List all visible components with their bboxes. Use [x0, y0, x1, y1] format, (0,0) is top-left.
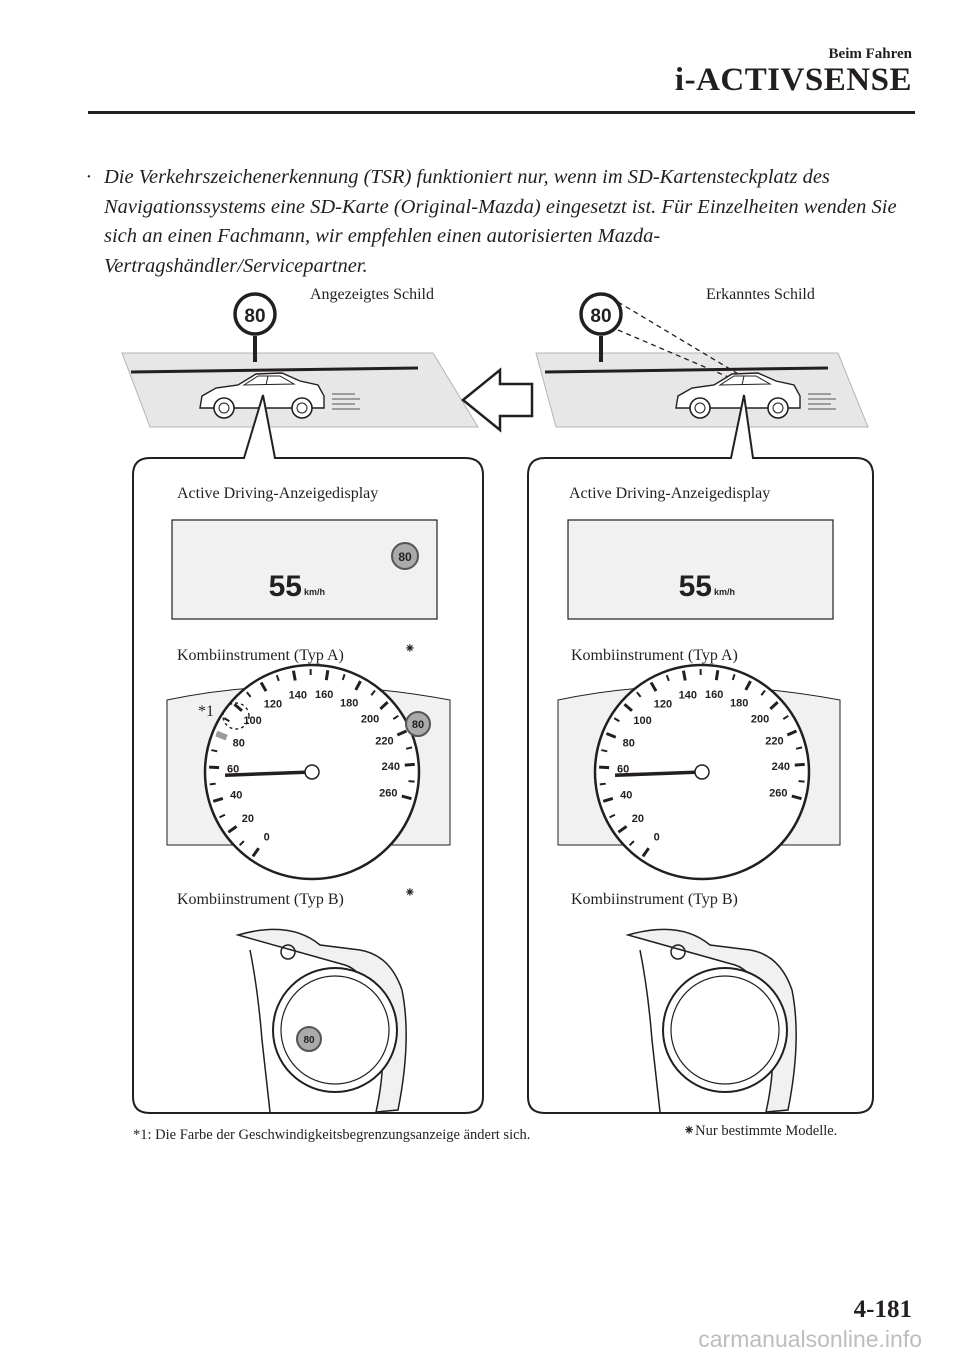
gauge-tick-label: 80 — [622, 737, 635, 750]
gauge-tick-label: 160 — [704, 688, 724, 701]
footnote-models — [683, 1123, 837, 1140]
gauge-tick-label: 220 — [375, 735, 394, 748]
right-speedometer — [595, 665, 809, 879]
gauge-tick-label: 200 — [360, 713, 380, 726]
gauge-tick — [795, 764, 805, 765]
gauge-tick-label: 40 — [620, 789, 633, 802]
footnote-star: ⁕ — [683, 1123, 696, 1139]
gauge-tick — [799, 781, 805, 782]
section-heading: Beim Fahren — [828, 46, 912, 62]
gauge-tick-label: 240 — [771, 761, 790, 774]
gauge-tick — [409, 781, 415, 782]
left-cluster-a-star: ⁕ — [404, 642, 416, 657]
watermark: carmanualsonline.info — [698, 1326, 922, 1352]
gauge-tick-label: 0 — [263, 831, 270, 844]
gauge-tick-label: 80 — [232, 737, 245, 750]
left-display-sign-text: 80 — [398, 550, 412, 564]
bullet-text: Die Verkehrszeichenerkennung (TSR) funktioniert nur, wenn im SD-Kartensteckplatz des Navigationssystems eine SD-Karte (Original-Mazda) eingesetzt ist. Für Einzelheiten wenden Sie sich an einen Fachmann, wir empfehlen einen autorisierten Mazda-Vertragshändler/Servicepartner. — [104, 166, 897, 277]
gauge-tick-label: 140 — [678, 689, 697, 702]
gauge-tick — [210, 784, 216, 785]
gauge-tick-label: 60 — [226, 763, 240, 776]
right-cluster-a-label: Kombiinstrument (Typ A) — [571, 647, 738, 664]
gauge-tick — [601, 750, 607, 751]
right-sign-text: 80 — [590, 306, 612, 327]
gauge-tick-label: 120 — [653, 698, 673, 711]
footnote-models-text: Nur bestimmte Modelle. — [695, 1123, 838, 1139]
right-speed-value: 55 — [678, 570, 712, 603]
gauge-tick-label: 240 — [381, 761, 400, 774]
left-active-display — [172, 520, 437, 619]
page-title: i-ACTIVSENSE — [674, 62, 912, 98]
gauge-tick-label: 160 — [314, 688, 334, 701]
left-cluster-b-label: Kombiinstrument (Typ B) — [177, 891, 344, 908]
left-cluster-b-star: ⁕ — [404, 886, 416, 901]
gauge-tick-label: 260 — [769, 787, 788, 800]
label-displayed-sign: Angezeigtes Schild — [310, 286, 434, 303]
gauge-tick — [716, 670, 718, 680]
gauge-tick-label: 220 — [765, 735, 784, 748]
gauge-tick — [405, 764, 415, 765]
left-cluster-sign-text: 80 — [411, 719, 425, 731]
gauge-tick-label: 180 — [730, 697, 749, 710]
gauge-tick-label: 260 — [379, 787, 398, 800]
left-display-label: Active Driving-Anzeigedisplay — [177, 485, 379, 502]
callout-1: *1 — [198, 703, 214, 720]
gauge-tick — [600, 784, 606, 785]
right-display-label: Active Driving-Anzeigedisplay — [569, 485, 771, 502]
gauge-tick-label: 20 — [241, 813, 255, 826]
footnote-color-change: *1: Die Farbe der Geschwindigkeitsbegrenzungsanzeige ändert sich. — [133, 1127, 531, 1143]
gauge-hub — [695, 765, 709, 779]
gauge-tick — [683, 671, 685, 681]
gauge-tick-label: 120 — [263, 698, 283, 711]
gauge-tick — [211, 750, 217, 751]
gauge-tick — [326, 670, 328, 680]
gauge-tick-label: 0 — [653, 831, 660, 844]
gauge-tick-label: 100 — [243, 715, 262, 728]
left-speed-value: 55 — [268, 570, 302, 603]
gauge-tick — [796, 747, 802, 748]
speed-limit-marker — [216, 734, 226, 738]
left-speed-unit: km/h — [304, 587, 326, 597]
bullet-dot: · — [86, 166, 92, 188]
gauge-tick-label: 60 — [616, 763, 630, 776]
gauge-tick-label: 200 — [750, 713, 770, 726]
cluster-b-sign-text: 80 — [303, 1035, 315, 1046]
gauge-tick-label: 180 — [340, 697, 359, 710]
right-cluster-b-label: Kombiinstrument (Typ B) — [571, 891, 738, 908]
gauge-tick-label: 20 — [631, 813, 645, 826]
left-cluster-a-label: Kombiinstrument (Typ A) — [177, 647, 344, 664]
gauge-tick — [406, 747, 412, 748]
gauge-tick-label: 40 — [230, 789, 243, 802]
gauge-hub — [305, 765, 319, 779]
page-number: 4-181 — [853, 1296, 912, 1323]
label-recognized-sign: Erkanntes Schild — [706, 286, 815, 303]
right-speed-unit: km/h — [714, 587, 736, 597]
gauge-tick-label: 140 — [288, 689, 307, 702]
left-sign-text: 80 — [244, 306, 266, 327]
left-speedometer — [205, 665, 419, 879]
gauge-tick — [293, 671, 295, 681]
gauge-tick-label: 100 — [633, 715, 652, 728]
